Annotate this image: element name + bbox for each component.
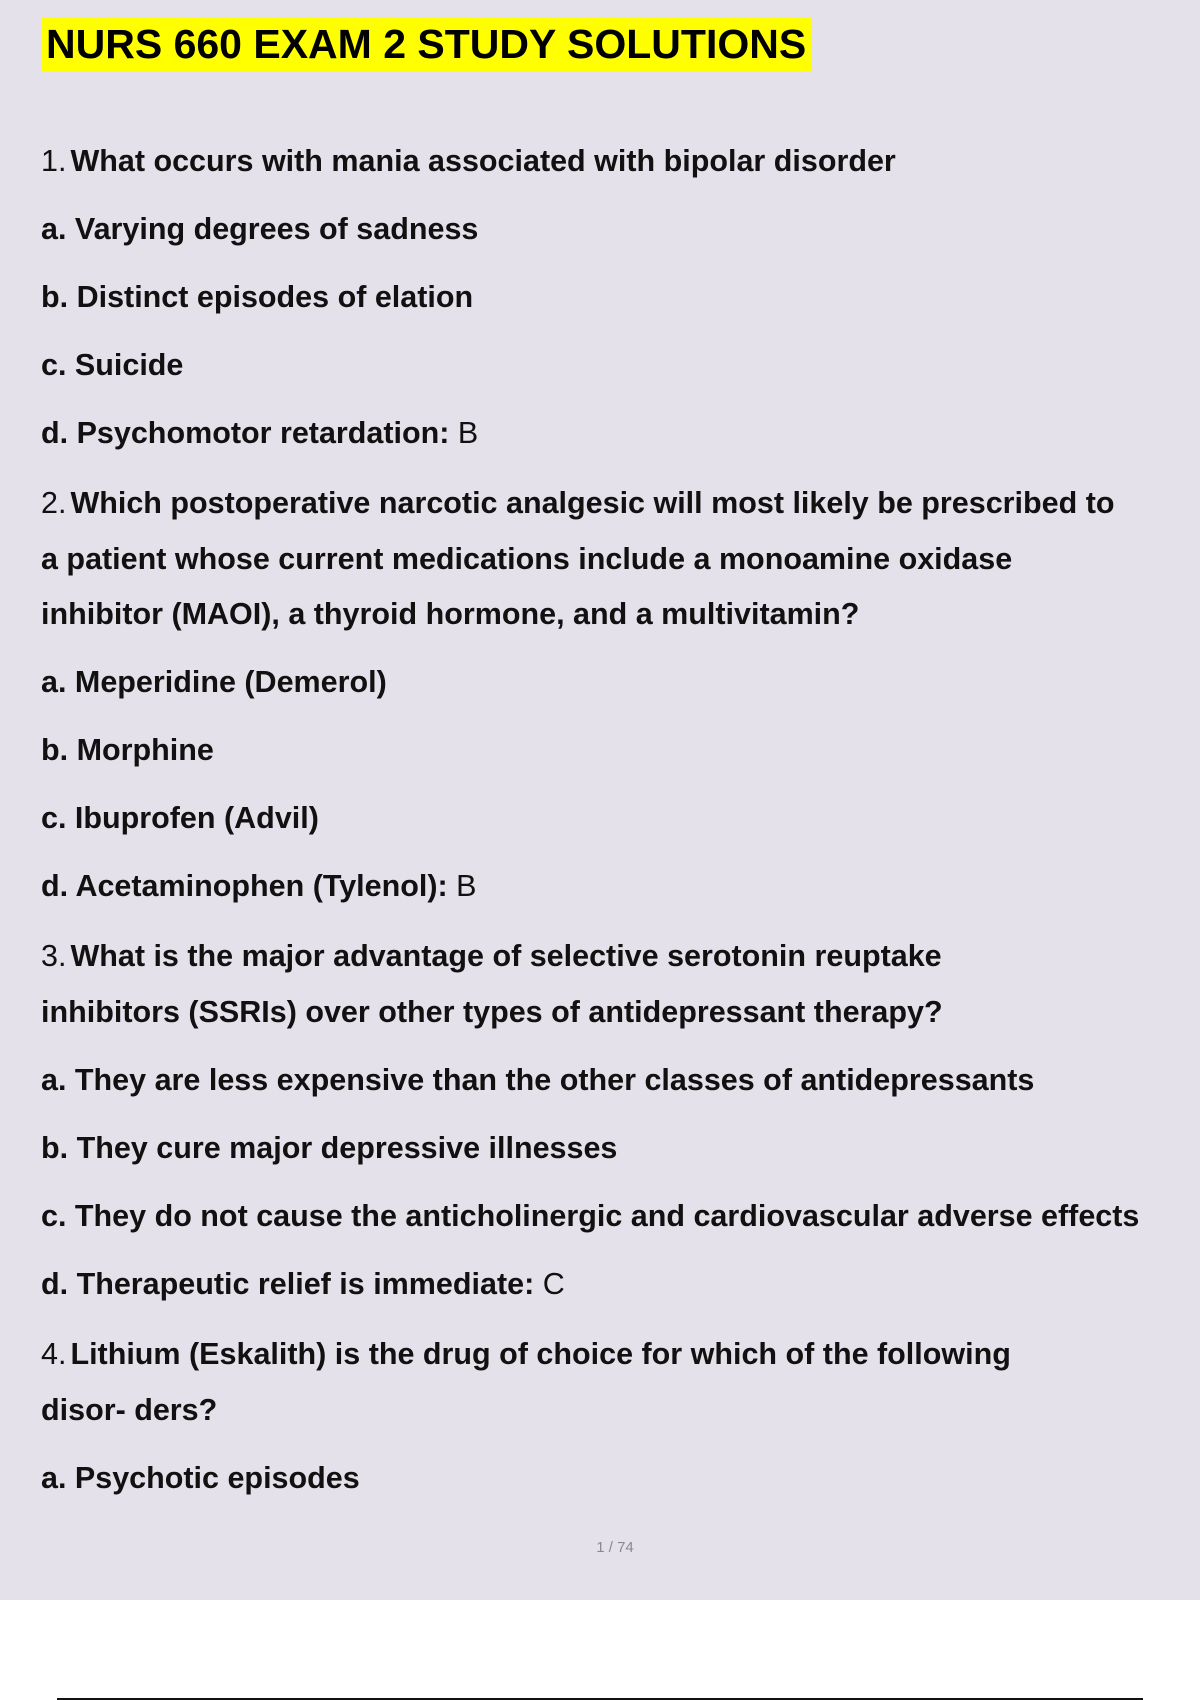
answer-option: b. Distinct episodes of elation xyxy=(41,280,474,314)
answer-option: a. Varying degrees of sadness xyxy=(41,212,479,246)
question-list xyxy=(41,142,1200,1497)
correct-answer: C xyxy=(542,1267,565,1301)
answer-option: c. They do not cause the anticholinergic and cardiovascular adverse effects xyxy=(41,1199,1140,1233)
question-number: 1. xyxy=(41,144,67,178)
answer-option: c. Ibuprofen (Advil) xyxy=(41,801,319,835)
answer-option: b. Morphine xyxy=(41,733,214,767)
answer-option: b. They cure major depressive illnesses xyxy=(41,1131,618,1165)
question-text-line: What is the major advantage of selective serotonin reuptake xyxy=(70,939,942,973)
answer-option: a. Psychotic episodes xyxy=(41,1461,360,1495)
answer-option: a. Meperidine (Demerol) xyxy=(41,665,387,699)
question-text xyxy=(41,484,1200,522)
question-number: 2. xyxy=(41,486,67,520)
page-title: NURS 660 EXAM 2 STUDY SOLUTIONS xyxy=(42,17,812,71)
question-text xyxy=(41,1335,1200,1373)
answer-option xyxy=(41,414,1200,452)
question-text-line: inhibitors (SSRIs) over other types of antidepressant therapy? xyxy=(41,995,943,1029)
question-text-line: disor- ders? xyxy=(41,1393,218,1427)
answer-option xyxy=(41,1265,1200,1303)
answer-option: a. They are less expensive than the other classes of antidepressants xyxy=(41,1063,1035,1097)
question-text-line: Lithium (Eskalith) is the drug of choice for which of the following xyxy=(70,1337,1011,1371)
question-text-line: What occurs with mania associated with bipolar disorder xyxy=(70,144,896,178)
question-text xyxy=(41,142,1200,180)
question-text xyxy=(41,937,1200,975)
correct-answer: B xyxy=(456,869,477,903)
answer-option-text: d. Acetaminophen (Tylenol): xyxy=(41,869,448,903)
page-indicator: 1 / 74 xyxy=(596,1539,634,1556)
question-text-line: Which postoperative narcotic analgesic will most likely be prescribed to xyxy=(70,486,1115,520)
answer-option xyxy=(41,867,1200,905)
question-number: 4. xyxy=(41,1337,67,1371)
correct-answer: B xyxy=(457,416,479,450)
answer-option: c. Suicide xyxy=(41,348,184,382)
question-text-line: a patient whose current medications include a monoamine oxidase xyxy=(41,542,1013,576)
answer-option-text: d. Therapeutic relief is immediate: xyxy=(41,1267,535,1301)
question-text-line: inhibitor (MAOI), a thyroid hormone, and a multivitamin? xyxy=(41,597,860,631)
answer-option-text: d. Psychomotor retardation: xyxy=(41,416,450,450)
question-number: 3. xyxy=(41,939,67,973)
